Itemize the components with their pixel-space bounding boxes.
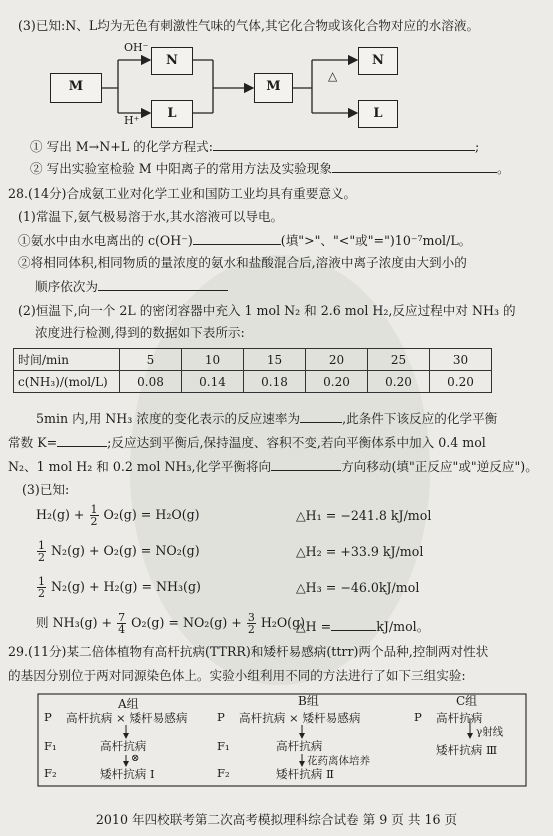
- group-a-title: A组: [118, 697, 139, 711]
- fraction-3-2: $\frac{3}{2}$: [247, 611, 255, 636]
- label-h: H⁺: [124, 114, 140, 127]
- group-b-f1: 高杆抗病: [276, 739, 323, 753]
- q28-after1: 5min 内,用 NH₃ 浓度的变化表示的反应速率为 ,此条件下该反应的化学平衡: [36, 411, 498, 426]
- group-a-f1-label: F₁: [44, 739, 57, 753]
- group-b-cross: 高杆抗病 × 矮杆易感病: [239, 711, 361, 725]
- group-a-cross: 高杆抗病 × 矮杆易感病: [66, 711, 188, 725]
- box-m-right: M: [254, 73, 293, 103]
- q27-item2: ② 写出实验室检验 M 中阳离子的常用方法及实验现象 。: [30, 161, 510, 176]
- group-c-p-label: P: [414, 710, 422, 724]
- dh4: △H = kJ/mol。: [296, 619, 430, 634]
- dh1: △H₁ = −241.8 kJ/mol: [296, 508, 432, 523]
- group-a-p-label: P: [44, 710, 52, 724]
- table-cell: 10: [182, 349, 244, 371]
- table-cell: 15: [244, 349, 306, 371]
- box-l-left: L: [151, 100, 193, 128]
- equation-3: $\frac{1}{2}$ N₂(g) + H₂(g) = NH₃(g): [38, 575, 201, 600]
- label-oh: OH⁻: [124, 41, 149, 54]
- q28-after2: 常数 K= ;反应达到平衡后,保持温度、容积不变,若向平衡体系中加入 0.4 mol: [8, 435, 486, 450]
- q28-p1-b-line1: ②将相同体积,相同物质的量浓度的氨水和盐酸混合后,溶液中离子浓度由大到小的: [18, 255, 467, 270]
- q28-p3: (3)已知:: [22, 482, 70, 497]
- q28-p2-line2: 浓度进行检测,得到的数据如下表所示:: [35, 325, 245, 340]
- group-c-result: 矮杆抗病 Ⅲ: [436, 743, 498, 757]
- page-footer: 2010 年四校联考第二次高考模拟理科综合试卷 第 9 页 共 16 页: [95, 812, 458, 827]
- table-cell: 20: [306, 349, 368, 371]
- group-b-p-label: P: [217, 710, 225, 724]
- table-cell: 0.20: [306, 371, 368, 393]
- q28-p1: (1)常温下,氨气极易溶于水,其水溶液可以导电。: [18, 209, 284, 224]
- table-cell: 0.18: [244, 371, 306, 393]
- group-b-title: B组: [298, 694, 319, 708]
- q27-part3-intro: (3)已知:N、L均为无色有刺激性气味的气体,其它化合物或该化合物对应的水溶液。: [18, 18, 480, 33]
- box-m-left: M: [50, 73, 102, 103]
- group-b-method: 花药离体培养: [307, 755, 370, 767]
- dh3: △H₃ = −46.0kJ/mol: [296, 580, 420, 595]
- q28-p1-a: ①氨水中由水电离出的 c(OH⁻) (填">"、"<"或"=")10⁻⁷mol/L。: [18, 233, 472, 248]
- table-cell: 0.14: [182, 371, 244, 393]
- dh2: △H₂ = +33.9 kJ/mol: [296, 544, 424, 559]
- q28-p2-line1: (2)恒温下,向一个 2L 的密闭容器中充入 1 mol N₂ 和 2.6 mol H₂,反应过程中对 NH₃ 的: [18, 303, 516, 318]
- self-cross-icon: ⊗: [131, 753, 140, 764]
- box-n-left: N: [151, 47, 193, 75]
- equation-1: H₂(g) + $\frac{1}{2}$ O₂(g) = H₂O(g): [36, 503, 200, 528]
- table-cell: 0.20: [368, 371, 430, 393]
- box-l-right: L: [358, 100, 398, 128]
- group-a-f1: 高杆抗病: [100, 739, 147, 753]
- equation-4: 则 NH₃(g) + $\frac{7}{4}$ O₂(g) = NO₂(g) + $\frac{3}{2}$ H₂O(g): [36, 611, 306, 636]
- label-heat: △: [328, 69, 338, 83]
- group-b-f1-label: F₁: [217, 739, 230, 753]
- table-cell: 0.20: [430, 371, 492, 393]
- group-b-f2-label: F₂: [217, 766, 230, 780]
- group-a-f2-label: F₂: [44, 766, 57, 780]
- table-header-time: 时间/min: [14, 349, 120, 371]
- q29-line1: 29.(11分)某二倍体植物有高杆抗病(TTRR)和矮杆易感病(ttrr)两个品种,控制两对性状: [8, 644, 489, 659]
- group-a-f2: 矮杆抗病 Ⅰ: [100, 767, 155, 781]
- q28-header: 28.(14分)合成氨工业对化学工业和国防工业均具有重要意义。: [8, 186, 357, 201]
- table-cell: 0.08: [120, 371, 182, 393]
- q27-item1: ① 写出 M→N+L 的化学方程式: ;: [30, 139, 480, 154]
- q28-after3: N₂、1 mol H₂ 和 0.2 mol NH₃,化学平衡将向 方向移动(填"正反应"或"逆反应")。: [8, 459, 538, 474]
- fraction-half: $\frac{1}{2}$: [38, 575, 45, 600]
- q29-line2: 的基因分别位于两对同源染色体上。实验小组利用不同的方法进行了如下三组实验:: [8, 668, 466, 683]
- group-c-title: C组: [456, 694, 478, 708]
- group-b-f2: 矮杆抗病 Ⅱ: [276, 767, 334, 781]
- fraction-7-4: $\frac{7}{4}$: [118, 611, 126, 636]
- q28-p1-b-line2: 顺序依次为: [35, 278, 228, 295]
- fraction-half: $\frac{1}{2}$: [90, 503, 98, 528]
- table-cell: 25: [368, 349, 430, 371]
- group-c-method: γ射线: [476, 726, 504, 738]
- table-cell: 30: [430, 349, 492, 371]
- fraction-half: $\frac{1}{2}$: [38, 539, 45, 564]
- table-cell: 5: [120, 349, 182, 371]
- box-n-right: N: [358, 47, 398, 75]
- equation-2: $\frac{1}{2}$ N₂(g) + O₂(g) = NO₂(g): [38, 539, 200, 564]
- group-c-parent: 高杆抗病: [436, 711, 483, 725]
- table-header-conc: c(NH₃)/(mol/L): [14, 371, 120, 393]
